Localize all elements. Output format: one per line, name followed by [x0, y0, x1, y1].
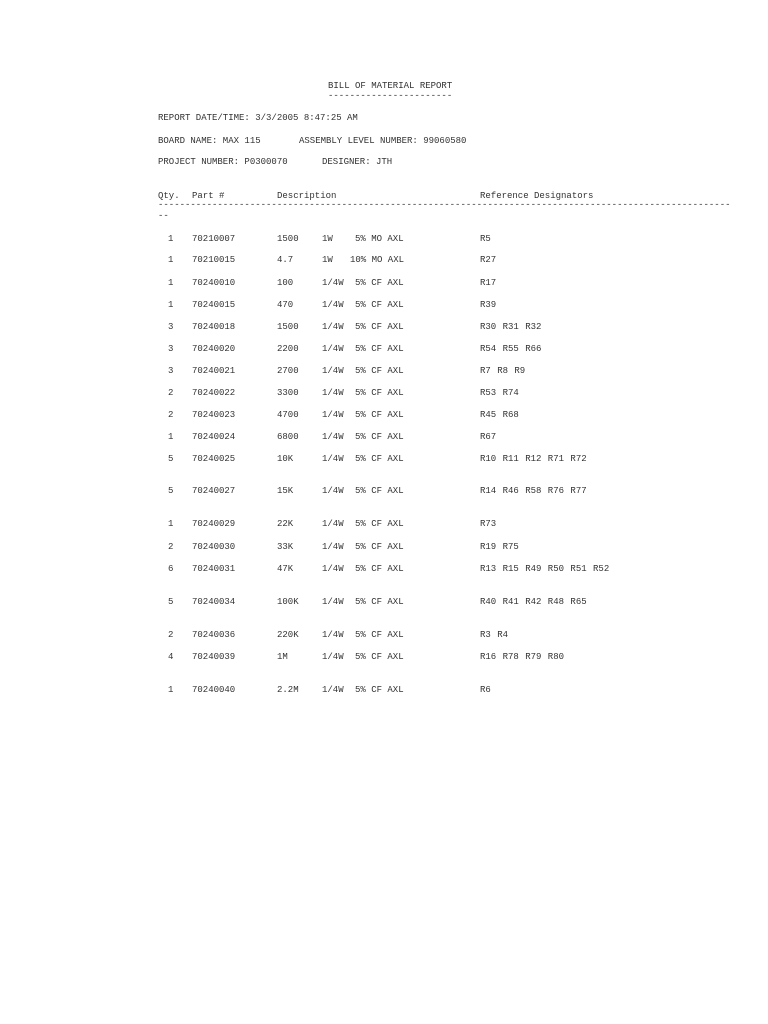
part-number-cell: 70240024 [192, 432, 236, 442]
wattage-cell: 1/4W [322, 542, 344, 552]
reference-designators-cell: R16 R78 R79 R80 [480, 652, 565, 662]
assembly-level-number: ASSEMBLY LEVEL NUMBER: 99060580 [299, 136, 467, 146]
qty-cell: 2 [168, 388, 174, 398]
reference-designators-cell: R13 R15 R49 R50 R51 R52 [480, 564, 610, 574]
value-cell: 1M [277, 652, 288, 662]
wattage-cell: 1/4W [322, 410, 344, 420]
value-cell: 3300 [277, 388, 299, 398]
reference-designators-cell: R40 R41 R42 R48 R65 [480, 597, 587, 607]
column-header-reference-designators: Reference Designators [480, 191, 594, 201]
wattage-cell: 1/4W [322, 454, 344, 464]
part-number-cell: 70240040 [192, 685, 236, 695]
header-rule: ---------------------------------------------------------------------------------------------------------- [158, 200, 731, 210]
part-number-cell: 70240018 [192, 322, 236, 332]
reference-designators-cell: R14 R46 R58 R76 R77 [480, 486, 587, 496]
value-cell: 10K [277, 454, 294, 464]
qty-cell: 1 [168, 519, 174, 529]
qty-cell: 5 [168, 597, 174, 607]
spec-cell: 5% CF AXL [355, 366, 404, 376]
spec-cell: 5% CF AXL [355, 685, 404, 695]
value-cell: 4700 [277, 410, 299, 420]
column-header-description: Description [277, 191, 337, 201]
value-cell: 100K [277, 597, 299, 607]
value-cell: 2.2M [277, 685, 299, 695]
qty-cell: 1 [168, 255, 174, 265]
wattage-cell: 1/4W [322, 630, 344, 640]
board-name: BOARD NAME: MAX 115 [158, 136, 261, 146]
header-rule-wrap: -- [158, 211, 169, 221]
qty-cell: 3 [168, 322, 174, 332]
spec-cell: 5% CF AXL [355, 630, 404, 640]
wattage-cell: 1/4W [322, 278, 344, 288]
value-cell: 2700 [277, 366, 299, 376]
qty-cell: 5 [168, 486, 174, 496]
wattage-cell: 1/4W [322, 597, 344, 607]
reference-designators-cell: R54 R55 R66 [480, 344, 542, 354]
reference-designators-cell: R67 [480, 432, 497, 442]
qty-cell: 1 [168, 234, 174, 244]
value-cell: 4.7 [277, 255, 294, 265]
spec-cell: 5% CF AXL [355, 322, 404, 332]
qty-cell: 1 [168, 432, 174, 442]
qty-cell: 1 [168, 685, 174, 695]
reference-designators-cell: R3 R4 [480, 630, 509, 640]
value-cell: 15K [277, 486, 294, 496]
part-number-cell: 70240020 [192, 344, 236, 354]
reference-designators-cell: R53 R74 [480, 388, 519, 398]
value-cell: 22K [277, 519, 294, 529]
part-number-cell: 70210007 [192, 234, 236, 244]
reference-designators-cell: R39 [480, 300, 497, 310]
wattage-cell: 1/4W [322, 300, 344, 310]
value-cell: 6800 [277, 432, 299, 442]
wattage-cell: 1/4W [322, 519, 344, 529]
reference-designators-cell: R5 [480, 234, 491, 244]
reference-designators-cell: R45 R68 [480, 410, 519, 420]
qty-cell: 1 [168, 300, 174, 310]
spec-cell: 5% CF AXL [355, 410, 404, 420]
part-number-cell: 70240023 [192, 410, 236, 420]
part-number-cell: 70240036 [192, 630, 236, 640]
wattage-cell: 1/4W [322, 486, 344, 496]
spec-cell: 5% MO AXL [355, 234, 404, 244]
value-cell: 470 [277, 300, 294, 310]
qty-cell: 2 [168, 542, 174, 552]
spec-cell: 5% CF AXL [355, 486, 404, 496]
reference-designators-cell: R19 R75 [480, 542, 519, 552]
part-number-cell: 70240027 [192, 486, 236, 496]
reference-designators-cell: R10 R11 R12 R71 R72 [480, 454, 587, 464]
column-header-qty: Qty. [158, 191, 180, 201]
spec-cell: 5% CF AXL [355, 388, 404, 398]
part-number-cell: 70240021 [192, 366, 236, 376]
reference-designators-cell: R7 R8 R9 [480, 366, 526, 376]
qty-cell: 5 [168, 454, 174, 464]
qty-cell: 3 [168, 366, 174, 376]
value-cell: 33K [277, 542, 294, 552]
wattage-cell: 1/4W [322, 322, 344, 332]
part-number-cell: 70240025 [192, 454, 236, 464]
qty-cell: 2 [168, 630, 174, 640]
report-date-time: REPORT DATE/TIME: 3/3/2005 8:47:25 AM [158, 113, 358, 123]
wattage-cell: 1/4W [322, 564, 344, 574]
wattage-cell: 1/4W [322, 652, 344, 662]
spec-cell: 5% CF AXL [355, 300, 404, 310]
spec-cell: 5% CF AXL [355, 344, 404, 354]
wattage-cell: 1/4W [322, 432, 344, 442]
part-number-cell: 70240031 [192, 564, 236, 574]
part-number-cell: 70240015 [192, 300, 236, 310]
reference-designators-cell: R17 [480, 278, 497, 288]
part-number-cell: 70240022 [192, 388, 236, 398]
value-cell: 1500 [277, 234, 299, 244]
column-header-part: Part # [192, 191, 225, 201]
wattage-cell: 1/4W [322, 344, 344, 354]
spec-cell: 5% CF AXL [355, 519, 404, 529]
spec-cell: 5% CF AXL [355, 542, 404, 552]
wattage-cell: 1W [322, 255, 333, 265]
spec-cell: 5% CF AXL [355, 278, 404, 288]
part-number-cell: 70240010 [192, 278, 236, 288]
value-cell: 47K [277, 564, 294, 574]
value-cell: 100 [277, 278, 294, 288]
reference-designators-cell: R27 [480, 255, 497, 265]
part-number-cell: 70210015 [192, 255, 236, 265]
spec-cell: 5% CF AXL [355, 597, 404, 607]
spec-cell: 5% CF AXL [355, 454, 404, 464]
qty-cell: 6 [168, 564, 174, 574]
value-cell: 2200 [277, 344, 299, 354]
report-title: BILL OF MATERIAL REPORT [328, 81, 453, 91]
qty-cell: 3 [168, 344, 174, 354]
reference-designators-cell: R73 [480, 519, 497, 529]
spec-cell: 10% MO AXL [350, 255, 405, 265]
reference-designators-cell: R6 [480, 685, 491, 695]
qty-cell: 2 [168, 410, 174, 420]
wattage-cell: 1W [322, 234, 333, 244]
value-cell: 1500 [277, 322, 299, 332]
value-cell: 220K [277, 630, 299, 640]
part-number-cell: 70240039 [192, 652, 236, 662]
wattage-cell: 1/4W [322, 388, 344, 398]
qty-cell: 4 [168, 652, 174, 662]
wattage-cell: 1/4W [322, 366, 344, 376]
part-number-cell: 70240030 [192, 542, 236, 552]
project-number: PROJECT NUMBER: P0300070 [158, 157, 288, 167]
spec-cell: 5% CF AXL [355, 564, 404, 574]
reference-designators-cell: R30 R31 R32 [480, 322, 542, 332]
spec-cell: 5% CF AXL [355, 652, 404, 662]
spec-cell: 5% CF AXL [355, 432, 404, 442]
report-title-underline: ----------------------- [328, 91, 453, 101]
qty-cell: 1 [168, 278, 174, 288]
designer: DESIGNER: JTH [322, 157, 393, 167]
part-number-cell: 70240034 [192, 597, 236, 607]
part-number-cell: 70240029 [192, 519, 236, 529]
wattage-cell: 1/4W [322, 685, 344, 695]
